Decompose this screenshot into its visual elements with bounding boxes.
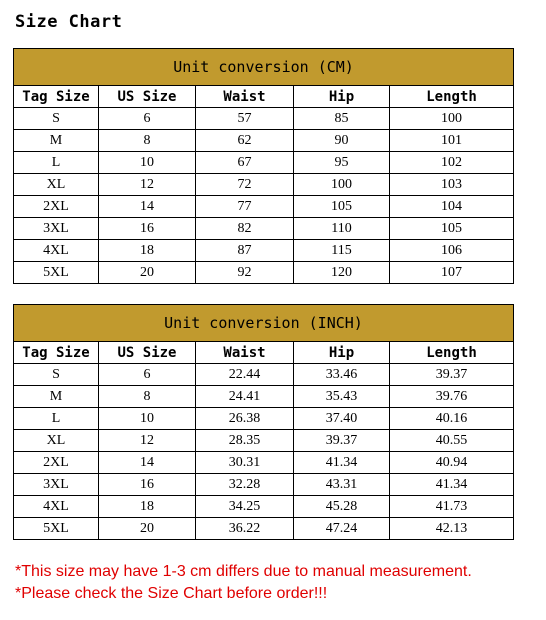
table-row (14, 196, 514, 218)
cell-us-size: 8 (99, 130, 196, 152)
table-title-cm: Unit conversion (CM) (14, 49, 514, 86)
cell-tag-size: XL (14, 174, 99, 196)
cell-length: 41.34 (390, 474, 514, 496)
table-row (14, 386, 514, 408)
cell-us-size: 10 (99, 408, 196, 430)
cell-us-size: 16 (99, 218, 196, 240)
cell-length: 101 (390, 130, 514, 152)
cell-length: 103 (390, 174, 514, 196)
table-row (14, 130, 514, 152)
table-row (14, 364, 514, 386)
cell-length: 39.37 (390, 364, 514, 386)
table-row (14, 408, 514, 430)
cell-length: 42.13 (390, 518, 514, 540)
cell-hip: 120 (294, 262, 390, 284)
cell-waist: 36.22 (196, 518, 294, 540)
cell-waist: 82 (196, 218, 294, 240)
cell-tag-size: S (14, 108, 99, 130)
cell-length: 107 (390, 262, 514, 284)
cell-hip: 39.37 (294, 430, 390, 452)
cell-tag-size: S (14, 364, 99, 386)
cell-waist: 24.41 (196, 386, 294, 408)
size-table-inch (13, 304, 514, 540)
cell-hip: 110 (294, 218, 390, 240)
size-table-cm (13, 48, 514, 284)
cell-us-size: 14 (99, 196, 196, 218)
cell-length: 40.16 (390, 408, 514, 430)
cell-hip: 45.28 (294, 496, 390, 518)
cell-waist: 32.28 (196, 474, 294, 496)
cell-hip: 47.24 (294, 518, 390, 540)
column-header-waist: Waist (196, 342, 294, 364)
cell-tag-size: 4XL (14, 240, 99, 262)
cell-us-size: 18 (99, 496, 196, 518)
cell-us-size: 12 (99, 174, 196, 196)
cell-us-size: 10 (99, 152, 196, 174)
cell-tag-size: 2XL (14, 452, 99, 474)
cell-hip: 35.43 (294, 386, 390, 408)
column-header-us-size: US Size (99, 86, 196, 108)
cell-waist: 87 (196, 240, 294, 262)
table-row (14, 174, 514, 196)
column-header-length: Length (390, 86, 514, 108)
cell-tag-size: XL (14, 430, 99, 452)
cell-tag-size: L (14, 408, 99, 430)
cell-waist: 57 (196, 108, 294, 130)
check-chart-note: *Please check the Size Chart before order!!! (15, 585, 328, 602)
cell-length: 106 (390, 240, 514, 262)
column-header-length: Length (390, 342, 514, 364)
cell-tag-size: 5XL (14, 518, 99, 540)
cell-tag-size: M (14, 386, 99, 408)
cell-hip: 90 (294, 130, 390, 152)
table-title-inch: Unit conversion (INCH) (14, 305, 514, 342)
measurement-note: *This size may have 1-3 cm differs due to manual measurement. (15, 563, 472, 580)
column-header-tag-size: Tag Size (14, 86, 99, 108)
cell-tag-size: 5XL (14, 262, 99, 284)
cell-hip: 95 (294, 152, 390, 174)
table-row (14, 108, 514, 130)
cell-us-size: 20 (99, 262, 196, 284)
cell-hip: 105 (294, 196, 390, 218)
cell-length: 40.94 (390, 452, 514, 474)
cell-length: 105 (390, 218, 514, 240)
cell-waist: 26.38 (196, 408, 294, 430)
cell-tag-size: M (14, 130, 99, 152)
cell-length: 41.73 (390, 496, 514, 518)
cell-tag-size: 2XL (14, 196, 99, 218)
cell-waist: 72 (196, 174, 294, 196)
column-header-waist: Waist (196, 86, 294, 108)
column-header-hip: Hip (294, 342, 390, 364)
table-row (14, 218, 514, 240)
cell-length: 40.55 (390, 430, 514, 452)
cell-hip: 100 (294, 174, 390, 196)
cell-waist: 62 (196, 130, 294, 152)
cell-hip: 37.40 (294, 408, 390, 430)
cell-hip: 115 (294, 240, 390, 262)
cell-us-size: 14 (99, 452, 196, 474)
cell-us-size: 8 (99, 386, 196, 408)
cell-length: 39.76 (390, 386, 514, 408)
cell-us-size: 18 (99, 240, 196, 262)
cell-tag-size: 3XL (14, 474, 99, 496)
cell-length: 102 (390, 152, 514, 174)
table-row (14, 152, 514, 174)
column-header-hip: Hip (294, 86, 390, 108)
cell-us-size: 20 (99, 518, 196, 540)
cell-waist: 77 (196, 196, 294, 218)
cell-length: 100 (390, 108, 514, 130)
cell-waist: 30.31 (196, 452, 294, 474)
table-row (14, 240, 514, 262)
cell-tag-size: 3XL (14, 218, 99, 240)
cell-tag-size: 4XL (14, 496, 99, 518)
table-row (14, 430, 514, 452)
table-body-inch (14, 364, 514, 540)
table-row (14, 262, 514, 284)
cell-waist: 34.25 (196, 496, 294, 518)
table-body-cm (14, 108, 514, 284)
cell-hip: 85 (294, 108, 390, 130)
cell-tag-size: L (14, 152, 99, 174)
table-row (14, 496, 514, 518)
table-row (14, 474, 514, 496)
column-header-us-size: US Size (99, 342, 196, 364)
page-title: Size Chart (15, 12, 123, 32)
cell-us-size: 6 (99, 108, 196, 130)
cell-us-size: 12 (99, 430, 196, 452)
cell-hip: 43.31 (294, 474, 390, 496)
cell-waist: 92 (196, 262, 294, 284)
cell-length: 104 (390, 196, 514, 218)
cell-waist: 67 (196, 152, 294, 174)
column-header-tag-size: Tag Size (14, 342, 99, 364)
cell-waist: 28.35 (196, 430, 294, 452)
table-row (14, 452, 514, 474)
cell-us-size: 6 (99, 364, 196, 386)
cell-us-size: 16 (99, 474, 196, 496)
cell-waist: 22.44 (196, 364, 294, 386)
cell-hip: 33.46 (294, 364, 390, 386)
cell-hip: 41.34 (294, 452, 390, 474)
table-row (14, 518, 514, 540)
column-header-row (14, 342, 514, 364)
column-header-row (14, 86, 514, 108)
